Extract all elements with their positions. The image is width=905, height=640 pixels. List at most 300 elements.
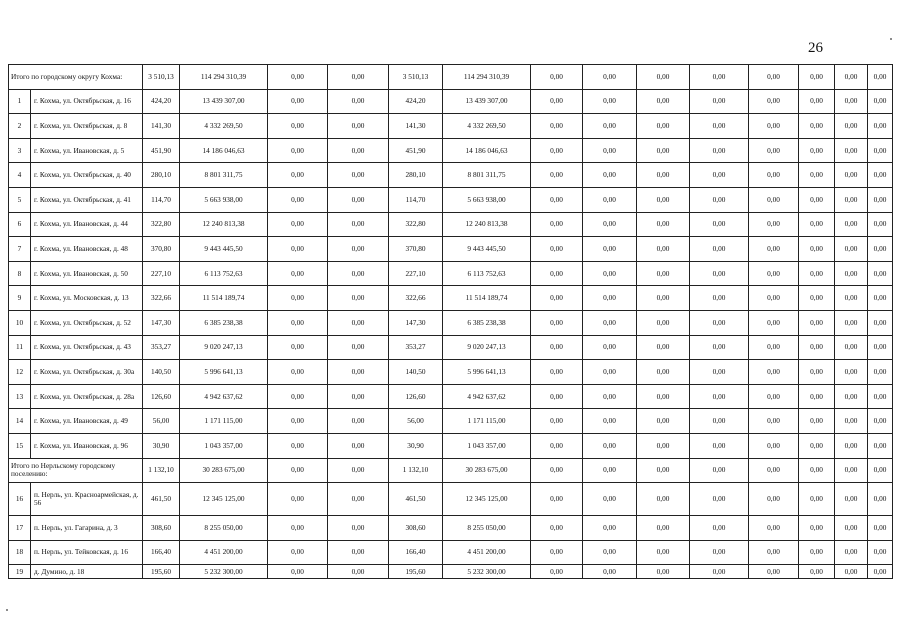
- table-row: [9, 237, 893, 262]
- value-cell: 114,70: [389, 187, 443, 212]
- value-cell: 0,00: [835, 261, 868, 286]
- table-row: [9, 409, 893, 434]
- value-cell: 0,00: [835, 384, 868, 409]
- value-cell: 0,00: [328, 310, 389, 335]
- value-cell: 0,00: [799, 540, 835, 565]
- value-cell: 0,00: [637, 138, 690, 163]
- value-cell: 0,00: [531, 516, 583, 541]
- value-cell: 195,60: [143, 565, 180, 579]
- value-cell: 0,00: [268, 335, 328, 360]
- value-cell: 0,00: [690, 89, 749, 114]
- value-cell: 4 332 269,50: [180, 114, 268, 139]
- value-cell: 0,00: [690, 212, 749, 237]
- value-cell: 0,00: [583, 433, 637, 458]
- scan-speck: [6, 609, 8, 611]
- value-cell: 1 171 115,00: [180, 409, 268, 434]
- table-row: [9, 384, 893, 409]
- value-cell: 0,00: [799, 360, 835, 385]
- total-row: [9, 458, 893, 483]
- value-cell: 0,00: [268, 565, 328, 579]
- value-cell: 0,00: [749, 516, 799, 541]
- value-cell: 0,00: [328, 261, 389, 286]
- value-cell: 126,60: [389, 384, 443, 409]
- value-cell: 0,00: [868, 409, 893, 434]
- value-cell: 0,00: [799, 516, 835, 541]
- value-cell: 140,50: [143, 360, 180, 385]
- value-cell: 0,00: [268, 163, 328, 188]
- value-cell: 353,27: [143, 335, 180, 360]
- value-cell: 0,00: [583, 565, 637, 579]
- value-cell: 0,00: [749, 409, 799, 434]
- value-cell: 0,00: [799, 138, 835, 163]
- value-cell: 0,00: [583, 483, 637, 516]
- table-body: [9, 65, 893, 579]
- value-cell: 0,00: [868, 433, 893, 458]
- value-cell: 0,00: [835, 187, 868, 212]
- address-cell: п. Нерль, ул. Тейковская, д. 16: [31, 540, 143, 565]
- value-cell: 0,00: [868, 540, 893, 565]
- value-cell: 14 186 046,63: [180, 138, 268, 163]
- row-number: 9: [9, 286, 31, 311]
- value-cell: 0,00: [268, 212, 328, 237]
- value-cell: 0,00: [637, 483, 690, 516]
- value-cell: 308,60: [143, 516, 180, 541]
- value-cell: 0,00: [268, 138, 328, 163]
- value-cell: 0,00: [637, 565, 690, 579]
- value-cell: 1 171 115,00: [443, 409, 531, 434]
- value-cell: 0,00: [799, 237, 835, 262]
- value-cell: 0,00: [583, 516, 637, 541]
- value-cell: 0,00: [690, 384, 749, 409]
- value-cell: 0,00: [749, 458, 799, 483]
- value-cell: 0,00: [799, 409, 835, 434]
- value-cell: 0,00: [268, 516, 328, 541]
- value-cell: 0,00: [328, 409, 389, 434]
- value-cell: 5 232 300,00: [443, 565, 531, 579]
- value-cell: 13 439 307,00: [443, 89, 531, 114]
- value-cell: 0,00: [835, 89, 868, 114]
- value-cell: 0,00: [268, 458, 328, 483]
- value-cell: 424,20: [143, 89, 180, 114]
- value-cell: 0,00: [799, 286, 835, 311]
- value-cell: 5 232 300,00: [180, 565, 268, 579]
- address-cell: д. Думино, д. 18: [31, 565, 143, 579]
- value-cell: 0,00: [328, 114, 389, 139]
- value-cell: 0,00: [749, 237, 799, 262]
- row-number: 8: [9, 261, 31, 286]
- address-cell: г. Кохма, ул. Ивановская, д. 5: [31, 138, 143, 163]
- value-cell: 0,00: [690, 138, 749, 163]
- value-cell: 0,00: [690, 163, 749, 188]
- address-cell: г. Кохма, ул. Октябрьская, д. 40: [31, 163, 143, 188]
- value-cell: 0,00: [835, 483, 868, 516]
- value-cell: 227,10: [143, 261, 180, 286]
- address-cell: г. Кохма, ул. Ивановская, д. 50: [31, 261, 143, 286]
- value-cell: 0,00: [531, 286, 583, 311]
- value-cell: 4 942 637,62: [180, 384, 268, 409]
- value-cell: 0,00: [328, 360, 389, 385]
- value-cell: 0,00: [583, 360, 637, 385]
- value-cell: 0,00: [637, 409, 690, 434]
- value-cell: 0,00: [328, 540, 389, 565]
- value-cell: 461,50: [389, 483, 443, 516]
- value-cell: 0,00: [749, 89, 799, 114]
- value-cell: 0,00: [637, 65, 690, 90]
- value-cell: 0,00: [835, 237, 868, 262]
- value-cell: 3 510,13: [143, 65, 180, 90]
- value-cell: 0,00: [583, 138, 637, 163]
- value-cell: 5 663 938,00: [443, 187, 531, 212]
- value-cell: 6 385 238,38: [180, 310, 268, 335]
- value-cell: 4 332 269,50: [443, 114, 531, 139]
- value-cell: 0,00: [835, 360, 868, 385]
- value-cell: 0,00: [531, 163, 583, 188]
- value-cell: 6 385 238,38: [443, 310, 531, 335]
- value-cell: 0,00: [868, 516, 893, 541]
- value-cell: 0,00: [531, 65, 583, 90]
- value-cell: 1 132,10: [389, 458, 443, 483]
- value-cell: 0,00: [690, 286, 749, 311]
- value-cell: 9 020 247,13: [180, 335, 268, 360]
- value-cell: 424,20: [389, 89, 443, 114]
- value-cell: 0,00: [690, 409, 749, 434]
- value-cell: 0,00: [268, 409, 328, 434]
- value-cell: 370,80: [143, 237, 180, 262]
- address-cell: г. Кохма, ул. Октябрьская, д. 41: [31, 187, 143, 212]
- value-cell: 0,00: [690, 360, 749, 385]
- address-cell: г. Кохма, ул. Октябрьская, д. 8: [31, 114, 143, 139]
- value-cell: 0,00: [799, 261, 835, 286]
- value-cell: 6 113 752,63: [180, 261, 268, 286]
- value-cell: 0,00: [868, 286, 893, 311]
- value-cell: 0,00: [531, 384, 583, 409]
- row-number: 5: [9, 187, 31, 212]
- value-cell: 0,00: [799, 458, 835, 483]
- row-number: 7: [9, 237, 31, 262]
- value-cell: 4 942 637,62: [443, 384, 531, 409]
- value-cell: 0,00: [268, 237, 328, 262]
- value-cell: 322,80: [143, 212, 180, 237]
- page-number: 26: [808, 40, 823, 56]
- value-cell: 6 113 752,63: [443, 261, 531, 286]
- value-cell: 0,00: [835, 458, 868, 483]
- value-cell: 0,00: [799, 384, 835, 409]
- value-cell: 0,00: [268, 360, 328, 385]
- value-cell: 0,00: [531, 310, 583, 335]
- value-cell: 0,00: [835, 138, 868, 163]
- value-cell: 353,27: [389, 335, 443, 360]
- value-cell: 0,00: [690, 65, 749, 90]
- value-cell: 0,00: [583, 261, 637, 286]
- scan-speck: [890, 38, 892, 40]
- value-cell: 0,00: [637, 286, 690, 311]
- value-cell: 0,00: [835, 163, 868, 188]
- value-cell: 322,80: [389, 212, 443, 237]
- value-cell: 0,00: [583, 65, 637, 90]
- table-row: [9, 483, 893, 516]
- value-cell: 140,50: [389, 360, 443, 385]
- value-cell: 0,00: [583, 384, 637, 409]
- value-cell: 0,00: [835, 286, 868, 311]
- value-cell: 0,00: [328, 163, 389, 188]
- address-cell: г. Кохма, ул. Октябрьская, д. 28а: [31, 384, 143, 409]
- value-cell: 461,50: [143, 483, 180, 516]
- value-cell: 0,00: [868, 212, 893, 237]
- value-cell: 451,90: [389, 138, 443, 163]
- row-number: 16: [9, 483, 31, 516]
- value-cell: 308,60: [389, 516, 443, 541]
- value-cell: 9 020 247,13: [443, 335, 531, 360]
- value-cell: 12 345 125,00: [443, 483, 531, 516]
- row-number: 6: [9, 212, 31, 237]
- value-cell: 0,00: [868, 310, 893, 335]
- value-cell: 0,00: [868, 138, 893, 163]
- value-cell: 0,00: [637, 540, 690, 565]
- address-cell: п. Нерль, ул. Красноармейская, д. 56: [31, 483, 143, 516]
- address-cell: г. Кохма, ул. Октябрьская, д. 16: [31, 89, 143, 114]
- value-cell: 0,00: [531, 483, 583, 516]
- value-cell: 0,00: [690, 114, 749, 139]
- value-cell: 0,00: [268, 89, 328, 114]
- address-cell: г. Кохма, ул. Октябрьская, д. 30а: [31, 360, 143, 385]
- value-cell: 0,00: [637, 335, 690, 360]
- value-cell: 0,00: [835, 335, 868, 360]
- value-cell: 0,00: [328, 65, 389, 90]
- value-cell: 0,00: [835, 433, 868, 458]
- value-cell: 0,00: [749, 261, 799, 286]
- table-row: [9, 261, 893, 286]
- value-cell: 0,00: [531, 261, 583, 286]
- value-cell: 0,00: [868, 163, 893, 188]
- value-cell: 0,00: [868, 187, 893, 212]
- value-cell: 0,00: [749, 483, 799, 516]
- row-number: 11: [9, 335, 31, 360]
- value-cell: 0,00: [835, 540, 868, 565]
- value-cell: 0,00: [690, 261, 749, 286]
- value-cell: 12 240 813,38: [443, 212, 531, 237]
- value-cell: 0,00: [749, 163, 799, 188]
- value-cell: 0,00: [868, 89, 893, 114]
- value-cell: 5 663 938,00: [180, 187, 268, 212]
- value-cell: 1 132,10: [143, 458, 180, 483]
- value-cell: 0,00: [749, 65, 799, 90]
- value-cell: 0,00: [328, 384, 389, 409]
- value-cell: 0,00: [749, 433, 799, 458]
- value-cell: 8 801 311,75: [443, 163, 531, 188]
- value-cell: 0,00: [268, 540, 328, 565]
- value-cell: 0,00: [531, 237, 583, 262]
- table-row: [9, 212, 893, 237]
- value-cell: 0,00: [531, 565, 583, 579]
- value-cell: 0,00: [531, 409, 583, 434]
- value-cell: 0,00: [799, 483, 835, 516]
- value-cell: 0,00: [690, 483, 749, 516]
- value-cell: 0,00: [328, 458, 389, 483]
- value-cell: 0,00: [690, 335, 749, 360]
- value-cell: 0,00: [531, 114, 583, 139]
- value-cell: 0,00: [637, 516, 690, 541]
- value-cell: 195,60: [389, 565, 443, 579]
- table-row: [9, 286, 893, 311]
- value-cell: 0,00: [637, 114, 690, 139]
- value-cell: 0,00: [749, 286, 799, 311]
- value-cell: 0,00: [583, 114, 637, 139]
- value-cell: 0,00: [690, 540, 749, 565]
- value-cell: 141,30: [143, 114, 180, 139]
- value-cell: 30,90: [143, 433, 180, 458]
- value-cell: 0,00: [583, 335, 637, 360]
- value-cell: 5 996 641,13: [180, 360, 268, 385]
- value-cell: 0,00: [799, 433, 835, 458]
- value-cell: 0,00: [749, 335, 799, 360]
- value-cell: 0,00: [268, 114, 328, 139]
- row-number: 13: [9, 384, 31, 409]
- value-cell: 0,00: [690, 310, 749, 335]
- value-cell: 0,00: [835, 409, 868, 434]
- value-cell: 0,00: [268, 310, 328, 335]
- value-cell: 0,00: [328, 138, 389, 163]
- row-number: 17: [9, 516, 31, 541]
- table-row: [9, 89, 893, 114]
- value-cell: 0,00: [328, 187, 389, 212]
- row-number: 1: [9, 89, 31, 114]
- value-cell: 0,00: [583, 458, 637, 483]
- value-cell: 0,00: [583, 163, 637, 188]
- value-cell: 0,00: [690, 516, 749, 541]
- value-cell: 56,00: [143, 409, 180, 434]
- value-cell: 0,00: [799, 65, 835, 90]
- value-cell: 0,00: [268, 384, 328, 409]
- value-cell: 0,00: [637, 89, 690, 114]
- value-cell: 30,90: [389, 433, 443, 458]
- value-cell: 166,40: [143, 540, 180, 565]
- value-cell: 8 255 050,00: [180, 516, 268, 541]
- value-cell: 0,00: [637, 458, 690, 483]
- value-cell: 0,00: [835, 565, 868, 579]
- table-row: [9, 433, 893, 458]
- value-cell: 0,00: [690, 187, 749, 212]
- value-cell: 0,00: [749, 212, 799, 237]
- value-cell: 0,00: [328, 483, 389, 516]
- value-cell: 0,00: [690, 458, 749, 483]
- value-cell: 0,00: [749, 384, 799, 409]
- value-cell: 56,00: [389, 409, 443, 434]
- value-cell: 166,40: [389, 540, 443, 565]
- value-cell: 0,00: [799, 310, 835, 335]
- value-cell: 0,00: [328, 89, 389, 114]
- row-number: 15: [9, 433, 31, 458]
- value-cell: 147,30: [143, 310, 180, 335]
- value-cell: 0,00: [749, 565, 799, 579]
- value-cell: 0,00: [799, 114, 835, 139]
- value-cell: 0,00: [868, 483, 893, 516]
- value-cell: 0,00: [268, 187, 328, 212]
- value-cell: 14 186 046,63: [443, 138, 531, 163]
- value-cell: 0,00: [583, 409, 637, 434]
- row-number: 3: [9, 138, 31, 163]
- value-cell: 0,00: [868, 237, 893, 262]
- table-row: [9, 335, 893, 360]
- value-cell: 0,00: [268, 483, 328, 516]
- value-cell: 0,00: [637, 433, 690, 458]
- value-cell: 0,00: [637, 261, 690, 286]
- value-cell: 141,30: [389, 114, 443, 139]
- value-cell: 0,00: [328, 335, 389, 360]
- value-cell: 0,00: [531, 138, 583, 163]
- value-cell: 0,00: [868, 360, 893, 385]
- address-cell: п. Нерль, ул. Гагарина, д. 3: [31, 516, 143, 541]
- value-cell: 12 345 125,00: [180, 483, 268, 516]
- value-cell: 0,00: [637, 212, 690, 237]
- value-cell: 0,00: [799, 89, 835, 114]
- value-cell: 0,00: [749, 540, 799, 565]
- value-cell: 0,00: [583, 187, 637, 212]
- value-cell: 0,00: [637, 187, 690, 212]
- address-cell: г. Кохма, ул. Октябрьская, д. 52: [31, 310, 143, 335]
- value-cell: 0,00: [637, 163, 690, 188]
- address-cell: г. Кохма, ул. Ивановская, д. 96: [31, 433, 143, 458]
- table-row: [9, 138, 893, 163]
- value-cell: 0,00: [268, 261, 328, 286]
- value-cell: 13 439 307,00: [180, 89, 268, 114]
- table-row: [9, 187, 893, 212]
- row-number: 19: [9, 565, 31, 579]
- value-cell: 5 996 641,13: [443, 360, 531, 385]
- row-number: 18: [9, 540, 31, 565]
- value-cell: 0,00: [583, 286, 637, 311]
- value-cell: 30 283 675,00: [443, 458, 531, 483]
- value-cell: 0,00: [531, 433, 583, 458]
- value-cell: 8 801 311,75: [180, 163, 268, 188]
- value-cell: 0,00: [690, 433, 749, 458]
- value-cell: 0,00: [583, 89, 637, 114]
- value-cell: 0,00: [328, 433, 389, 458]
- value-cell: 0,00: [583, 540, 637, 565]
- table-row: [9, 540, 893, 565]
- address-cell: г. Кохма, ул. Ивановская, д. 44: [31, 212, 143, 237]
- value-cell: 0,00: [749, 187, 799, 212]
- value-cell: 0,00: [868, 114, 893, 139]
- value-cell: 0,00: [531, 540, 583, 565]
- value-cell: 0,00: [328, 212, 389, 237]
- value-cell: 30 283 675,00: [180, 458, 268, 483]
- value-cell: 0,00: [637, 310, 690, 335]
- value-cell: 0,00: [328, 286, 389, 311]
- address-cell: г. Кохма, ул. Ивановская, д. 48: [31, 237, 143, 262]
- value-cell: 280,10: [143, 163, 180, 188]
- value-cell: 114,70: [143, 187, 180, 212]
- value-cell: 0,00: [868, 65, 893, 90]
- value-cell: 0,00: [799, 187, 835, 212]
- value-cell: 0,00: [799, 163, 835, 188]
- value-cell: 0,00: [583, 237, 637, 262]
- value-cell: 3 510,13: [389, 65, 443, 90]
- address-cell: г. Кохма, ул. Московская, д. 13: [31, 286, 143, 311]
- table-row: [9, 310, 893, 335]
- value-cell: 147,30: [389, 310, 443, 335]
- address-cell: г. Кохма, ул. Октябрьская, д. 43: [31, 335, 143, 360]
- value-cell: 322,66: [389, 286, 443, 311]
- table-row: [9, 516, 893, 541]
- value-cell: 0,00: [749, 310, 799, 335]
- total-row: [9, 65, 893, 90]
- value-cell: 9 443 445,50: [180, 237, 268, 262]
- value-cell: 0,00: [868, 384, 893, 409]
- value-cell: 0,00: [583, 310, 637, 335]
- value-cell: 322,66: [143, 286, 180, 311]
- value-cell: 0,00: [868, 261, 893, 286]
- value-cell: 0,00: [268, 286, 328, 311]
